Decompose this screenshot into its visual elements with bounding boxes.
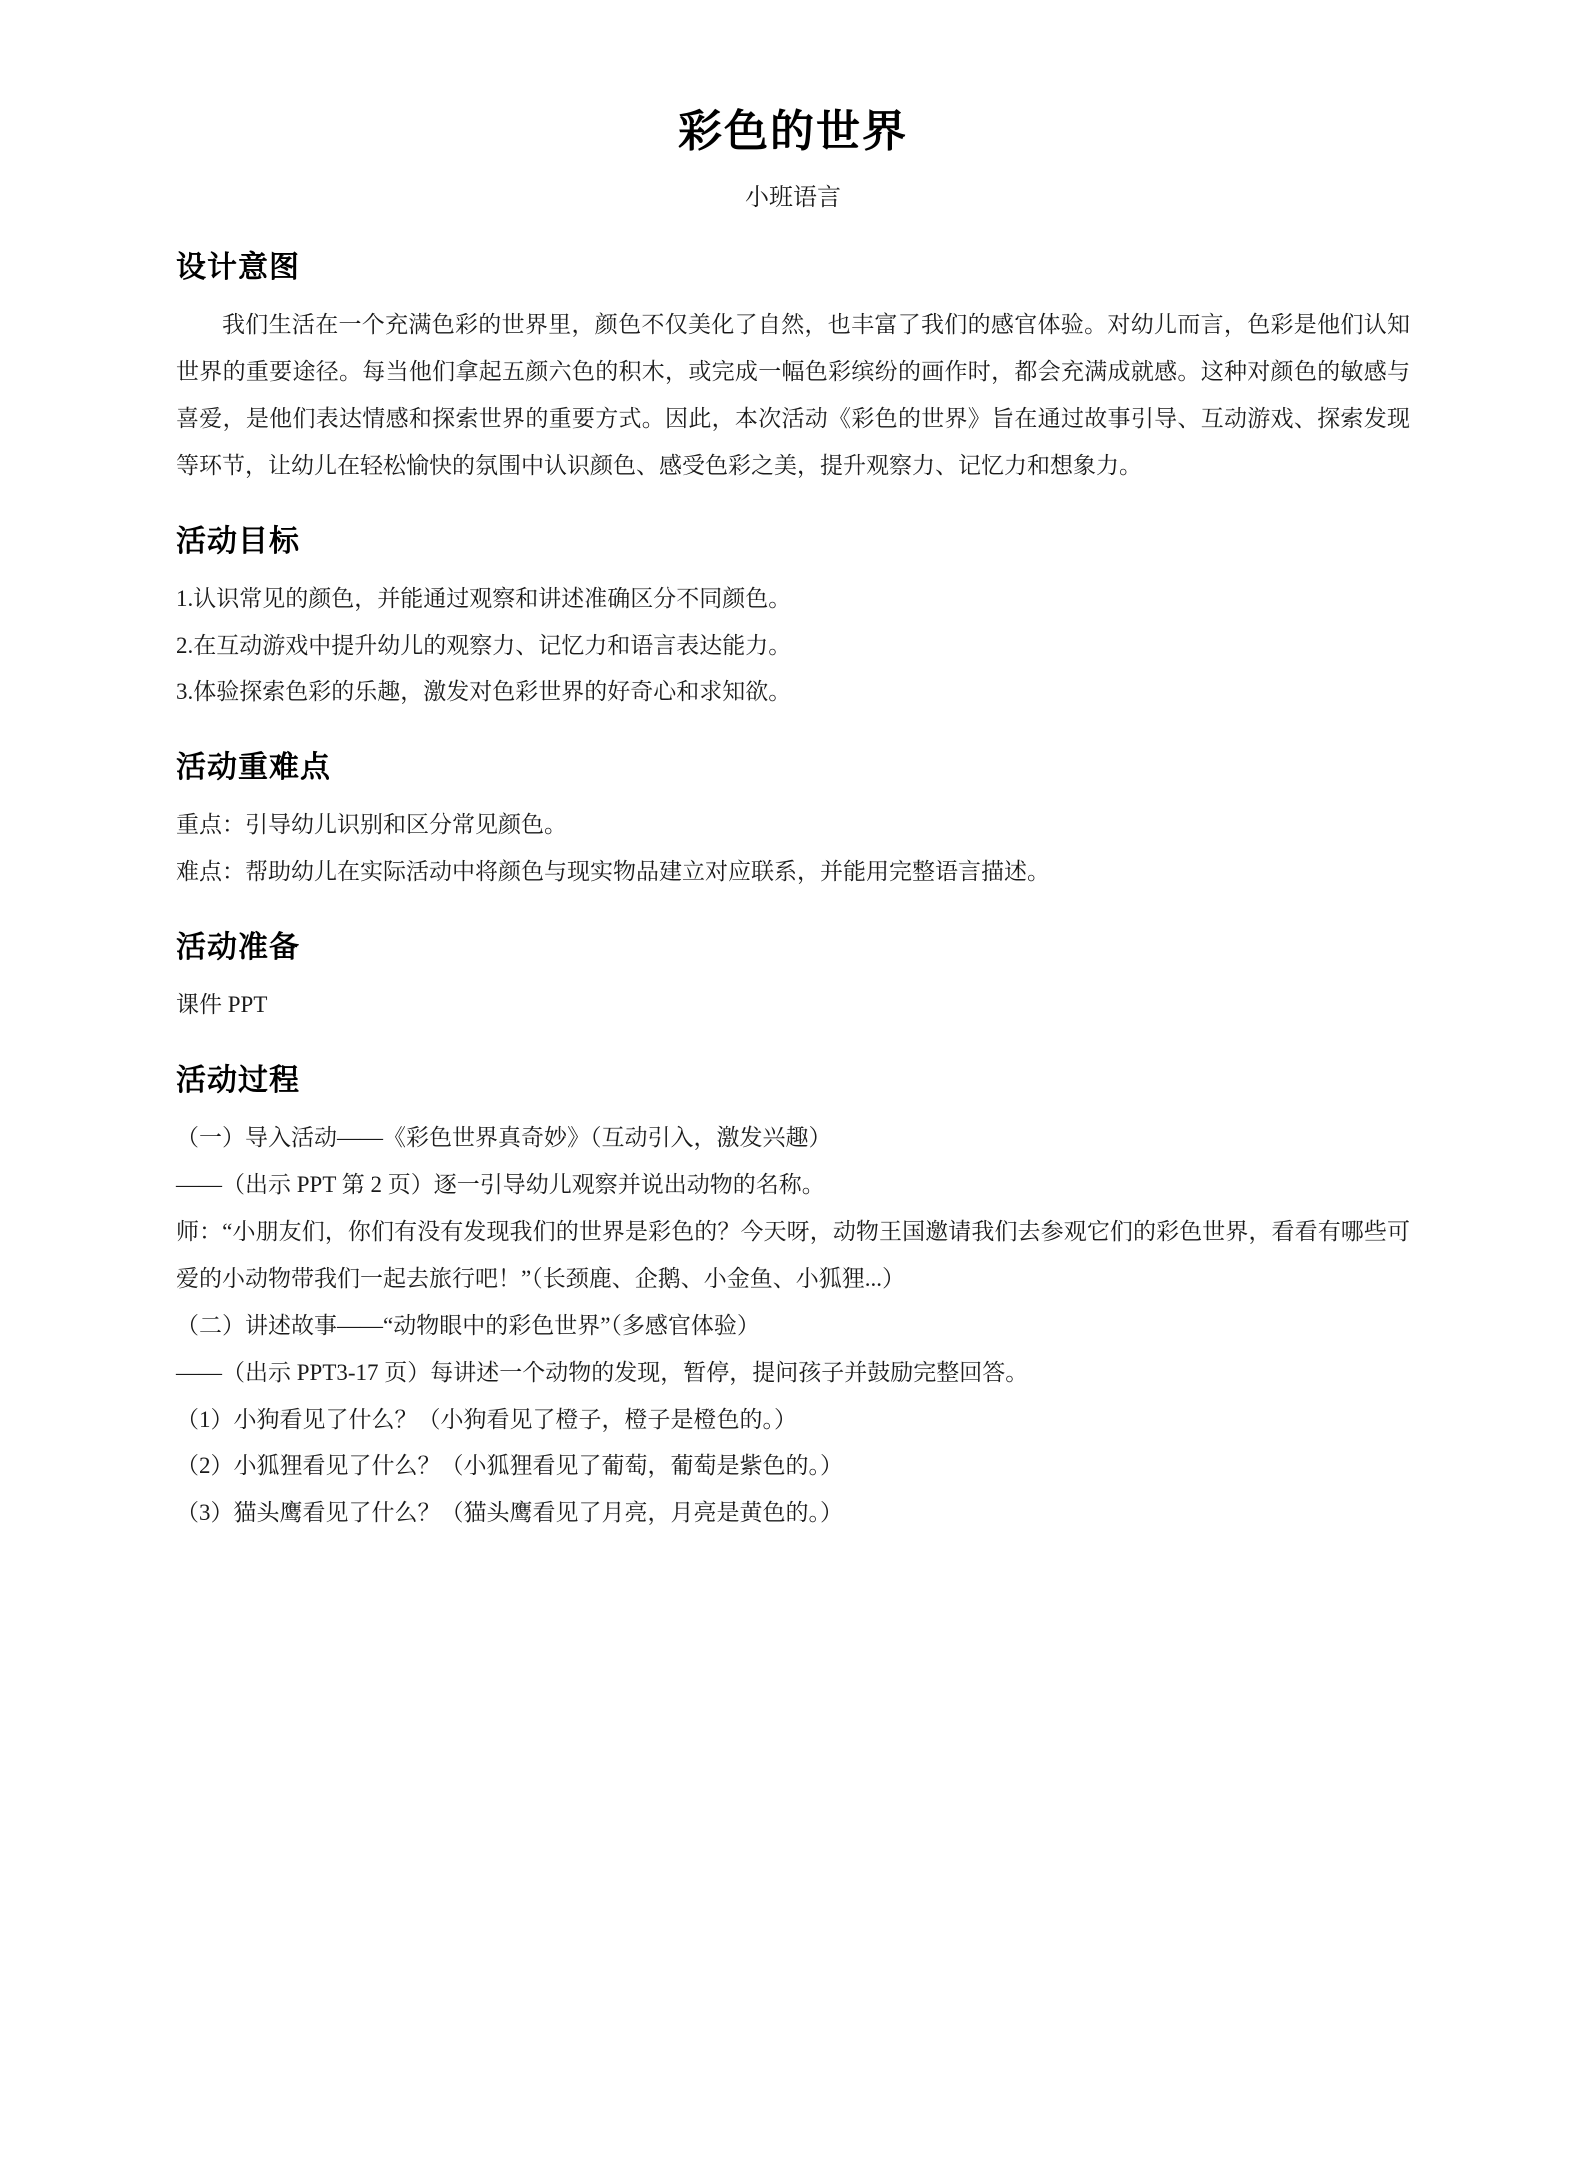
process-line: （一）导入活动——《彩色世界真奇妙》（互动引入，激发兴趣）	[176, 1125, 832, 1151]
key-point-line: 重点：引导幼儿识别和区分常见颜色。	[176, 812, 567, 838]
process-question-line: （1）小狗看见了什么？（小狗看见了橙子，橙子是橙色的。）	[176, 1406, 797, 1432]
process-line: ——（出示 PPT 第 2 页）逐一引导幼儿观察并说出动物的名称。	[176, 1171, 825, 1197]
section-heading-preparation: 活动准备	[176, 931, 300, 965]
process-line: 师：“小朋友们，你们有没有发现我们的世界是彩色的？今天呀，动物王国邀请我们去参观它们的彩色世界，看看有哪些可爱的小动物带我们一起去旅行吧！”（长颈鹿、企鹅、小金鱼、小狐狸...）	[176, 1218, 1410, 1291]
section-heading-design-intent: 设计意图	[176, 251, 300, 284]
doc-title: 彩色的世界	[678, 107, 908, 156]
doc-subtitle: 小班语言	[745, 185, 841, 211]
process-question-line: （2）小狐狸看见了什么？（小狐狸看见了葡萄，葡萄是紫色的。）	[176, 1453, 843, 1479]
preparation-line: 课件 PPT	[176, 992, 268, 1018]
goal-item: 3.体验探索色彩的乐趣，激发对色彩世界的好奇心和求知欲。	[176, 679, 792, 705]
goal-item: 2.在互动游戏中提升幼儿的观察力、记忆力和语言表达能力。	[176, 632, 792, 658]
process-line: （二）讲述故事——“动物眼中的彩色世界”（多感官体验）	[176, 1312, 760, 1338]
process-line: ——（出示 PPT3-17 页）每讲述一个动物的发现，暂停，提问孩子并鼓励完整回答。	[176, 1359, 1029, 1385]
section-heading-process: 活动过程	[176, 1064, 300, 1098]
section-heading-key-points: 活动重难点	[176, 751, 331, 785]
difficult-point-line: 难点：帮助幼儿在实际活动中将颜色与现实物品建立对应联系，并能用完整语言描述。	[176, 859, 1050, 885]
paragraph: 我们生活在一个充满色彩的世界里，颜色不仅美化了自然，也丰富了我们的感官体验。对幼儿而言，色彩是他们认知世界的重要途径。每当他们拿起五颜六色的积木，或完成一幅色彩缤纷的画作时，都会充满成就感。这种对颜色的敏感与喜爱，是他们表达情感和探索世界的重要方式。因此，本次活动《彩色的世界》旨在通过故事引导、互动游戏、探索发现等环节，让幼儿在轻松愉快的氛围中认识颜色、感受色彩之美，提升观察力、记忆力和想象力。	[176, 312, 1410, 478]
section-heading-goals: 活动目标	[176, 524, 300, 558]
goal-item: 1.认识常见的颜色，并能通过观察和讲述准确区分不同颜色。	[176, 585, 792, 611]
process-question-line: （3）猫头鹰看见了什么？（猫头鹰看见了月亮，月亮是黄色的。）	[176, 1500, 843, 1526]
